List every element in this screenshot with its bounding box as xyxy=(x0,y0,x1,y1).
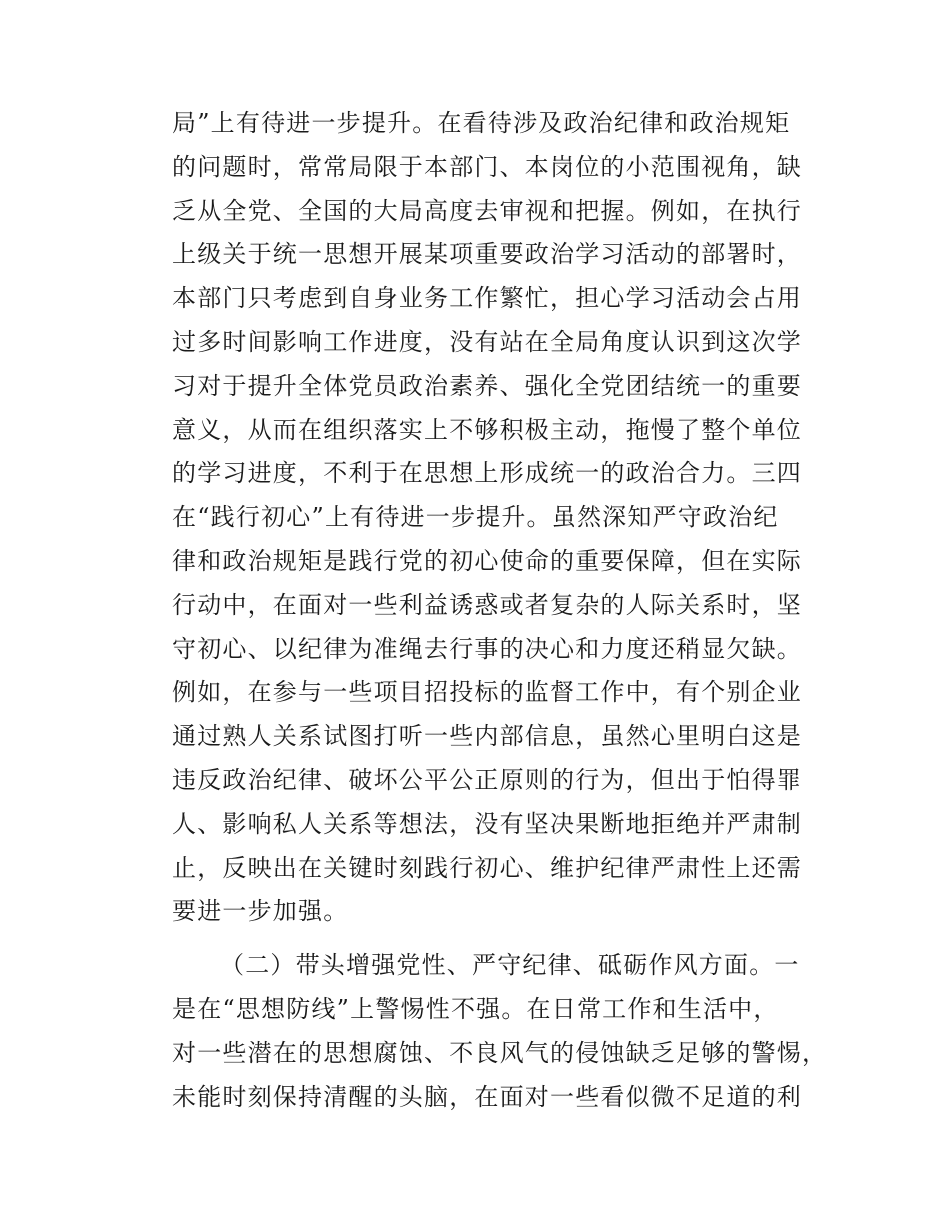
text-line: 本部门只考虑到自身业务工作繁忙，担心学习活动会占用 xyxy=(172,284,802,313)
text-line: 在“践行初心”上有待进一步提升。虽然深知严守政治纪 xyxy=(172,503,779,532)
text-line: （二）带头增强党性、严守纪律、砥砺作风方面。一 xyxy=(220,951,800,980)
text-line: 习对于提升全体党员政治素养、强化全党团结统一的重要 xyxy=(172,371,802,400)
text-line: 行动中，在面对一些利益诱惑或者复杂的人际关系时，坚 xyxy=(172,590,802,619)
paragraph-2 xyxy=(172,944,828,1119)
text-line: 局”上有待进一步提升。在看待涉及政治纪律和政治规矩 xyxy=(172,109,791,137)
text-line: 例如，在参与一些项目招投标的监督工作中，有个别企业 xyxy=(172,678,802,707)
text-line: 意义，从而在组织落实上不够积极主动，拖慢了整个单位 xyxy=(172,415,802,444)
text-line: 止，反映出在关键时刻践行初心、维护纪律严肃性上还需 xyxy=(172,853,802,882)
text-line: 要进一步加强。 xyxy=(172,897,349,926)
paragraph-1 xyxy=(172,102,812,934)
text-line: 的问题时，常常局限于本部门、本岗位的小范围视角，缺 xyxy=(172,152,802,181)
text-line: 对一些潜在的思想腐蚀、不良风气的侵蚀缺乏足够的警惕， xyxy=(172,1038,828,1067)
text-line: 通过熟人关系试图打听一些内部信息，虽然心里明白这是 xyxy=(172,722,802,751)
text-line: 是在“思想防线”上警惕性不强。在日常工作和生活中， xyxy=(172,994,779,1023)
text-line: 的学习进度，不利于在思想上形成统一的政治合力。三四 xyxy=(172,459,802,488)
text-line: 未能时刻保持清醒的头脑，在面对一些看似微不足道的利 xyxy=(172,1082,802,1111)
paragraph-gap xyxy=(172,934,812,944)
document-body xyxy=(172,102,828,1119)
text-line: 过多时间影响工作进度，没有站在全局角度认识到这次学 xyxy=(172,327,802,356)
text-line: 人、影响私人关系等想法，没有坚决果断地拒绝并严肃制 xyxy=(172,809,802,838)
text-line: 违反政治纪律、破坏公平公正原则的行为，但出于怕得罪 xyxy=(172,765,802,794)
text-line: 律和政治规矩是践行党的初心使命的重要保障，但在实际 xyxy=(172,546,802,575)
text-line: 守初心、以纪律为准绳去行事的决心和力度还稍显欠缺。 xyxy=(172,634,802,663)
text-line: 上级关于统一思想开展某项重要政治学习活动的部署时， xyxy=(172,240,802,269)
text-line: 乏从全党、全国的大局高度去审视和把握。例如，在执行 xyxy=(172,196,802,225)
